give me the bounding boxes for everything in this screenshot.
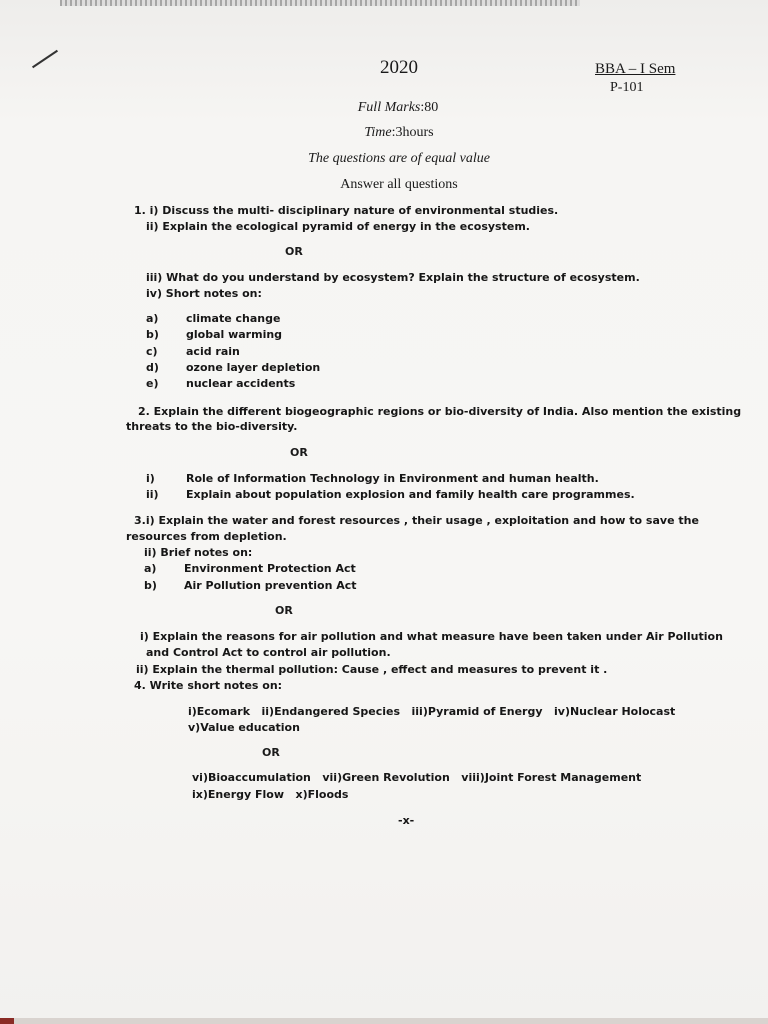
paper-code: P-101 <box>610 80 644 95</box>
page-edge-strip <box>60 0 580 6</box>
q2-item-text: Role of Information Technology in Environment and human health. <box>186 472 599 485</box>
q1-item-label: a) <box>146 312 159 325</box>
full-marks-value: :80 <box>420 100 439 115</box>
q1-item-text: climate change <box>186 312 281 325</box>
equal-value-note: The questions are of equal value <box>308 151 490 166</box>
time-value: :3hours <box>391 125 434 140</box>
q1-item <box>146 328 282 341</box>
q2-item <box>146 472 599 485</box>
q3-alt-i-line-1: i) Explain the reasons for air pollution and what measure have been taken under Air Pollution <box>140 630 723 643</box>
q2-item-label: ii) <box>146 488 159 501</box>
q1-item <box>146 312 280 325</box>
q1-item-label: d) <box>146 361 159 374</box>
q3-item-label: a) <box>144 562 157 575</box>
exam-time <box>0 125 768 141</box>
q3-item-label: b) <box>144 579 157 592</box>
q1-part-ii: ii) Explain the ecological pyramid of energy in the ecosystem. <box>146 220 530 233</box>
exam-year: 2020 <box>380 57 418 78</box>
full-marks-label: Full Marks <box>357 100 421 115</box>
q3-item <box>144 579 357 592</box>
q4-title: 4. Write short notes on: <box>134 679 283 692</box>
q2-line-2: threats to the bio-diversity. <box>126 420 298 433</box>
q3-item-text: Environment Protection Act <box>184 562 356 575</box>
q1-item <box>146 345 240 358</box>
q2-or: OR <box>290 446 308 459</box>
q2-item-text: Explain about population explosion and family health care programmes. <box>186 488 635 501</box>
q1-item-text: nuclear accidents <box>186 377 296 390</box>
q1-item-text: global warming <box>186 328 283 341</box>
instruction: Answer all questions <box>340 177 458 192</box>
q1-part-iv: iv) Short notes on: <box>146 287 262 300</box>
q2-item-label: i) <box>146 472 155 485</box>
q3-item <box>144 562 356 575</box>
q1-item-label: e) <box>146 377 159 390</box>
q3-item-text: Air Pollution prevention Act <box>184 579 357 592</box>
q1-item <box>146 361 320 374</box>
q2-line-1: 2. Explain the different biogeographic regions or bio-diversity of India. Also mention the existing <box>138 405 742 418</box>
q1-item-text: acid rain <box>186 345 240 358</box>
page-bottom-edge <box>0 1018 768 1024</box>
q4-or: OR <box>262 746 280 759</box>
time-label: Time <box>364 125 392 140</box>
q4-set1-line-2: v)Value education <box>188 721 300 734</box>
q4-set1-line-1: i)Ecomark ii)Endangered Species iii)Pyramid of Energy iv)Nuclear Holocast <box>188 705 676 718</box>
q4-set2-line-2: ix)Energy Flow x)Floods <box>192 788 349 801</box>
q4-set2-line-1: vi)Bioaccumulation vii)Green Revolution viii)Joint Forest Management <box>192 771 642 784</box>
full-marks <box>0 100 768 116</box>
q1-part-iii: iii) What do you understand by ecosystem? Explain the structure of ecosystem. <box>146 271 640 284</box>
course-name: BBA – I Sem <box>595 61 676 77</box>
q3-line-1: 3.i) Explain the water and forest resources , their usage , exploitation and how to save the <box>134 514 699 527</box>
q3-alt-ii: ii) Explain the thermal pollution: Cause , effect and measures to prevent it . <box>136 663 608 676</box>
end-mark: -x- <box>398 814 415 827</box>
q1-part-i: 1. i) Discuss the multi- disciplinary nature of environmental studies. <box>134 204 559 217</box>
q2-item <box>146 488 635 501</box>
pen-mark <box>32 50 58 68</box>
q3-line-2: resources from depletion. <box>126 530 287 543</box>
q1-item-label: b) <box>146 328 159 341</box>
q1-item <box>146 377 295 390</box>
q3-alt-i-line-2: and Control Act to control air pollution. <box>146 646 391 659</box>
q1-item-text: ozone layer depletion <box>186 361 321 374</box>
q1-or: OR <box>285 245 303 258</box>
q3-or: OR <box>275 604 293 617</box>
q3-part-ii: ii) Brief notes on: <box>144 546 253 559</box>
q1-item-label: c) <box>146 345 158 358</box>
